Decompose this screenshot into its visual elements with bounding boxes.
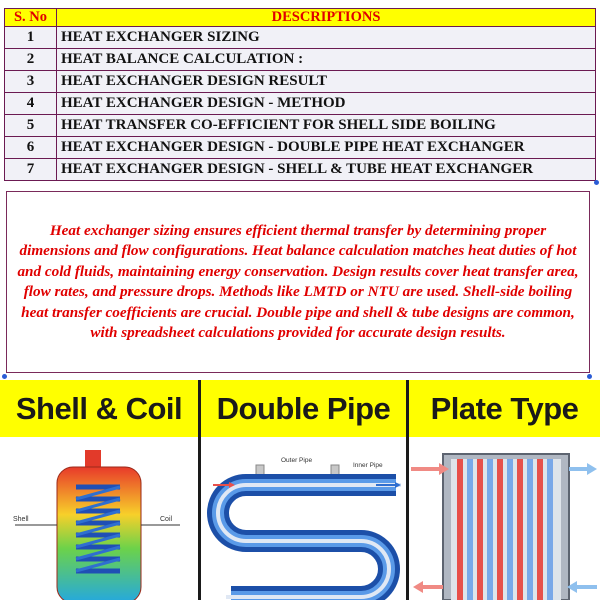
coil-label: Coil: [160, 516, 173, 523]
inner-pipe-label: Inner Pipe: [353, 462, 383, 469]
table-row: [5, 137, 596, 159]
row-description: HEAT EXCHANGER DESIGN - DOUBLE PIPE HEAT EXCHANGER: [57, 137, 596, 159]
row-number: 2: [5, 49, 57, 71]
col-header-descriptions: DESCRIPTIONS: [57, 9, 596, 27]
shell-label: Shell: [13, 516, 29, 523]
cold-outlet-arrowhead: [587, 463, 597, 475]
row-description: HEAT EXCHANGER SIZING: [57, 27, 596, 49]
textbox-resize-handle[interactable]: [587, 374, 592, 379]
panel-double-pipe: [201, 380, 406, 600]
panel-shell-coil: [0, 380, 198, 600]
row-number: 7: [5, 159, 57, 181]
row-number: 6: [5, 137, 57, 159]
description-text: Heat exchanger sizing ensures efficient thermal transfer by determining proper dimensions and flow configurations. Heat balance calculation matches heat duties of hot and cold fluids, maintaining energy conservation. Design results cover heat transfer area, flow rates, and pressure drops. Methods like LMTD or NTU are used. Shell-side boiling heat transfer coefficients are crucial. Double pipe and shell & tube designs are common, with spreadsheet calculations provided for accurate design results.: [17, 221, 579, 341]
table-row: [5, 93, 596, 115]
panel-title-double-pipe: Double Pipe: [201, 380, 406, 437]
row-number: 5: [5, 115, 57, 137]
row-description: HEAT EXCHANGER DESIGN - METHOD: [57, 93, 596, 115]
panel-plate-type: [409, 380, 600, 600]
col-header-sno: S. No: [5, 9, 57, 27]
hot-outlet-arrowhead: [413, 581, 423, 593]
outer-pipe-label: Outer Pipe: [281, 457, 313, 464]
row-number: 4: [5, 93, 57, 115]
row-description: HEAT EXCHANGER DESIGN RESULT: [57, 71, 596, 93]
textbox-resize-handle[interactable]: [2, 374, 7, 379]
double-pipe-diagram: [201, 437, 406, 600]
row-number: 3: [5, 71, 57, 93]
table-row: [5, 71, 596, 93]
topics-table: [4, 8, 596, 181]
shell-coil-diagram: [0, 437, 198, 600]
row-number: 1: [5, 27, 57, 49]
flow-arrowhead: [395, 482, 401, 488]
table-row: [5, 49, 596, 71]
topics-table-container: [4, 8, 596, 181]
panel-title-plate-type: Plate Type: [409, 380, 600, 437]
plate-type-diagram: [409, 437, 600, 600]
description-textbox[interactable]: [6, 191, 590, 373]
table-row: [5, 159, 596, 181]
table-row: [5, 27, 596, 49]
row-description: HEAT BALANCE CALCULATION :: [57, 49, 596, 71]
table-header-row: [5, 9, 596, 27]
row-description: HEAT TRANSFER CO-EFFICIENT FOR SHELL SIDE BOILING: [57, 115, 596, 137]
row-description: HEAT EXCHANGER DESIGN - SHELL & TUBE HEAT EXCHANGER: [57, 159, 596, 181]
selection-handle[interactable]: [594, 180, 599, 185]
table-row: [5, 115, 596, 137]
panel-title-shell-coil: Shell & Coil: [0, 380, 198, 437]
exchanger-types-banner: [0, 380, 600, 600]
